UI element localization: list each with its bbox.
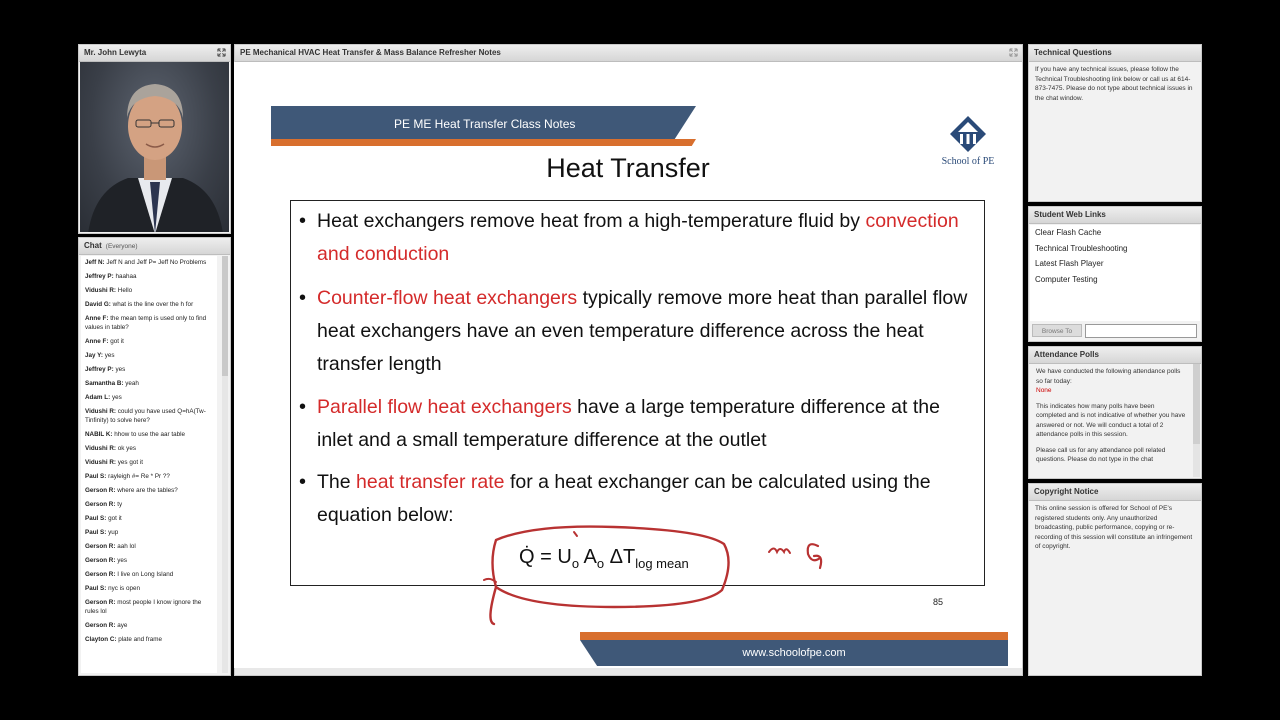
chat-message [81, 512, 217, 526]
bullet-text-1 [317, 205, 977, 271]
chat-text: yes [111, 394, 122, 401]
chat-message [81, 498, 217, 512]
chat-text: could you have used Q=hA(Tw-Tinfinity) to solve here? [85, 408, 206, 424]
chat-text: yes got it [117, 459, 143, 466]
chat-message [81, 526, 217, 540]
links-list [1030, 225, 1200, 321]
chat-sender: NABIL K: [85, 431, 113, 438]
bullet-dot: • [299, 210, 307, 232]
chat-message [81, 256, 217, 270]
slide [234, 62, 1022, 668]
bullet-4-part-1: The [317, 471, 357, 493]
slide-top-banner-stripe [271, 139, 696, 146]
chat-sender: Anne F: [85, 338, 109, 345]
chat-text: where are the tables? [117, 487, 178, 494]
links-pod-title: Student Web Links [1034, 210, 1106, 219]
chat-text: yup [108, 529, 119, 536]
chat-message [81, 554, 217, 568]
chat-sender: Vidushi R: [85, 459, 117, 466]
bullet-text-4 [317, 466, 977, 532]
chat-message [81, 582, 217, 596]
eq-dt: ΔT [604, 546, 636, 568]
chat-text: aah lol [117, 543, 136, 550]
footer-url: www.schoolofpe.com [742, 647, 846, 659]
chat-sender: Paul S: [85, 585, 107, 592]
link-technical-troubleshooting[interactable]: Technical Troubleshooting [1035, 243, 1128, 253]
bullet-4-part-2: heat transfer rate [356, 471, 505, 493]
chat-message [81, 568, 217, 582]
attendance-status: None [1036, 387, 1052, 394]
chat-message [81, 377, 217, 391]
logo-text: School of PE [941, 156, 995, 167]
chat-message [81, 284, 217, 298]
chat-text: ty [117, 501, 123, 508]
chat-sender: Vidushi R: [85, 287, 117, 294]
technical-questions-pod [1028, 44, 1202, 202]
student-web-links-pod [1028, 206, 1202, 342]
chat-text: the mean temp is used only to find values in table? [85, 315, 207, 331]
attendance-pod-title: Attendance Polls [1034, 350, 1099, 359]
webcam-video [80, 62, 229, 232]
chat-sender: Jeffrey P: [85, 273, 114, 280]
chat-sender: Jay Y: [85, 352, 103, 359]
video-pod [78, 44, 231, 234]
chat-sender: Adam L: [85, 394, 111, 401]
chat-sender: Jeff N: [85, 259, 105, 266]
tech-pod-header [1029, 45, 1201, 62]
bullet-3-part-1: Parallel flow heat exchangers [317, 396, 572, 418]
bullet-3-part-2: have a large temperature difference at the inlet and a small temperature difference at the outlet [317, 396, 940, 451]
chat-sender: Vidushi R: [85, 445, 117, 452]
fullscreen-icon[interactable] [1009, 48, 1018, 57]
copyright-pod-header [1029, 484, 1201, 501]
building-logo-icon [936, 114, 1000, 156]
chat-text: yes [117, 557, 128, 564]
chat-text: ok yes [117, 445, 136, 452]
tech-pod-text: If you have any technical issues, please follow the Technical Troubleshooting link below or call us at 614-873-7475. Please do not type about technical issues in the chat window. [1035, 66, 1193, 102]
chat-sender: Gerson R: [85, 622, 116, 629]
share-pod-title: PE Mechanical HVAC Heat Transfer & Mass Balance Refresher Notes [240, 48, 501, 57]
chat-message [81, 633, 217, 647]
chat-sender: Gerson R: [85, 557, 116, 564]
heat-transfer-equation [519, 546, 689, 571]
chat-message [81, 428, 217, 442]
chat-sender: Paul S: [85, 515, 107, 522]
chat-message [81, 484, 217, 498]
chat-sender: Gerson R: [85, 501, 116, 508]
chat-text: aye [117, 622, 128, 629]
attendance-scrollbar[interactable] [1193, 364, 1200, 477]
chat-message [81, 540, 217, 554]
chat-text: Hello [117, 287, 133, 294]
browse-to-button[interactable]: Browse To [1032, 324, 1082, 337]
browse-url-input[interactable] [1085, 324, 1197, 338]
chat-message [81, 442, 217, 456]
chat-sender: Anne F: [85, 315, 109, 322]
chat-pod-header [79, 238, 230, 255]
chat-sender: Gerson R: [85, 487, 116, 494]
copyright-text: This online session is offered for School of PE's registered students only. Any unauthorized broadcasting, public performance, copying or re-recording of this session will constitute an infringement of copyright. [1035, 505, 1193, 550]
slide-page-number: 85 [933, 597, 944, 607]
attendance-polls-pod [1028, 346, 1202, 479]
eq-u-sub: o [571, 556, 580, 571]
link-computer-testing[interactable]: Computer Testing [1035, 274, 1098, 284]
link-clear-flash-cache[interactable]: Clear Flash Cache [1035, 228, 1102, 237]
chat-message-list[interactable] [81, 256, 217, 673]
attendance-para-2: Please call us for any attendance poll related questions. Please do not type in the chat [1036, 446, 1166, 463]
attendance-para-1: This indicates how many polls have been completed and is not indicative of whether you have answered or not. We will conduct a total of 2 attendance polls in this session. [1036, 402, 1186, 438]
chat-text: rayleigh #= Re * Pr ?? [108, 473, 170, 480]
eq-u: = U [534, 546, 572, 568]
chat-sender: Samantha B: [85, 380, 124, 387]
bullet-dot: • [299, 287, 307, 309]
chat-message [81, 470, 217, 484]
chat-text: yeah [125, 380, 139, 387]
chat-message [81, 335, 217, 349]
chat-message [81, 363, 217, 377]
attendance-content [1030, 364, 1192, 477]
chat-pod-title: Chat [84, 241, 102, 250]
slide-bottom-banner-stripe [580, 632, 1008, 640]
chat-text: got it [108, 515, 122, 522]
chat-sender: Clayton C: [85, 636, 117, 643]
attendance-scrollbar-thumb[interactable] [1193, 364, 1200, 444]
bullet-dot: • [299, 471, 307, 493]
chat-text: nyc is open [108, 585, 140, 592]
bullet-1-part-1: Heat exchangers remove heat from a high-temperature fluid by [317, 210, 866, 232]
chat-message [81, 405, 217, 428]
chat-sender: Vidushi R: [85, 408, 117, 415]
chat-message [81, 312, 217, 335]
chat-pod [78, 237, 231, 676]
chat-text: I live on Long Island [117, 571, 174, 578]
chat-sender: Gerson R: [85, 599, 116, 606]
chat-text: hhow to use the aar table [114, 431, 185, 438]
slide-banner-title: PE ME Heat Transfer Class Notes [394, 117, 576, 131]
eq-a: A [579, 546, 597, 568]
eq-q: Q̇ [519, 546, 535, 568]
chat-text: what is the line over the h for [112, 301, 194, 308]
chat-scope: (Everyone) [105, 243, 138, 250]
bullet-4-part-3: for a heat exchanger can be calculated using the equation below: [317, 471, 931, 526]
presenter-image [80, 62, 229, 232]
chat-text: yes [104, 352, 115, 359]
chat-sender: Gerson R: [85, 571, 116, 578]
chat-sender: Paul S: [85, 529, 107, 536]
copyright-notice-pod [1028, 483, 1202, 676]
chat-message [81, 596, 217, 619]
attendance-intro: We have conducted the following attendance polls so far today: [1036, 368, 1181, 385]
eq-a-sub: o [596, 556, 605, 571]
share-pod-header [235, 45, 1022, 62]
bullet-text-2 [317, 282, 977, 381]
links-pod-header [1029, 207, 1201, 224]
bullet-2-part-2: typically remove more heat than parallel flow heat exchangers have an even temperature difference across the heat transfer length [317, 287, 968, 375]
chat-sender: Gerson R: [85, 543, 116, 550]
bullet-dot: • [299, 396, 307, 418]
eq-dt-sub: log mean [635, 556, 689, 571]
chat-text: got it [110, 338, 124, 345]
bullet-text-3 [317, 391, 977, 457]
chat-scrollbar-thumb[interactable] [222, 256, 228, 376]
chat-message [81, 456, 217, 470]
chat-text: plate and frame [118, 636, 163, 643]
fullscreen-icon[interactable] [217, 48, 226, 57]
bullet-1-part-2: convection and conduction [317, 210, 959, 265]
chat-message [81, 391, 217, 405]
chat-message [81, 298, 217, 312]
bullet-2-part-1: Counter-flow heat exchangers [317, 287, 578, 309]
copyright-pod-title: Copyright Notice [1034, 487, 1099, 496]
attendance-pod-header [1029, 347, 1201, 364]
slide-title: Heat Transfer [546, 153, 710, 183]
chat-text: yes [115, 366, 126, 373]
link-latest-flash-player[interactable]: Latest Flash Player [1035, 259, 1104, 268]
chat-sender: David G: [85, 301, 111, 308]
chat-text: haahaa [115, 273, 137, 280]
tech-pod-title: Technical Questions [1034, 48, 1112, 57]
chat-message [81, 349, 217, 363]
chat-message [81, 619, 217, 633]
video-pod-title: Mr. John Lewyta [84, 48, 147, 57]
chat-sender: Jeffrey P: [85, 366, 114, 373]
chat-sender: Paul S: [85, 473, 107, 480]
chat-text: most people I know ignore the rules lol [85, 599, 202, 615]
chat-text: Jeff N and Jeff P= Jeff No Problems [106, 259, 207, 266]
chat-message [81, 270, 217, 284]
chat-scrollbar[interactable] [222, 256, 228, 673]
slide-content-box [290, 200, 985, 586]
video-pod-header [79, 45, 230, 62]
